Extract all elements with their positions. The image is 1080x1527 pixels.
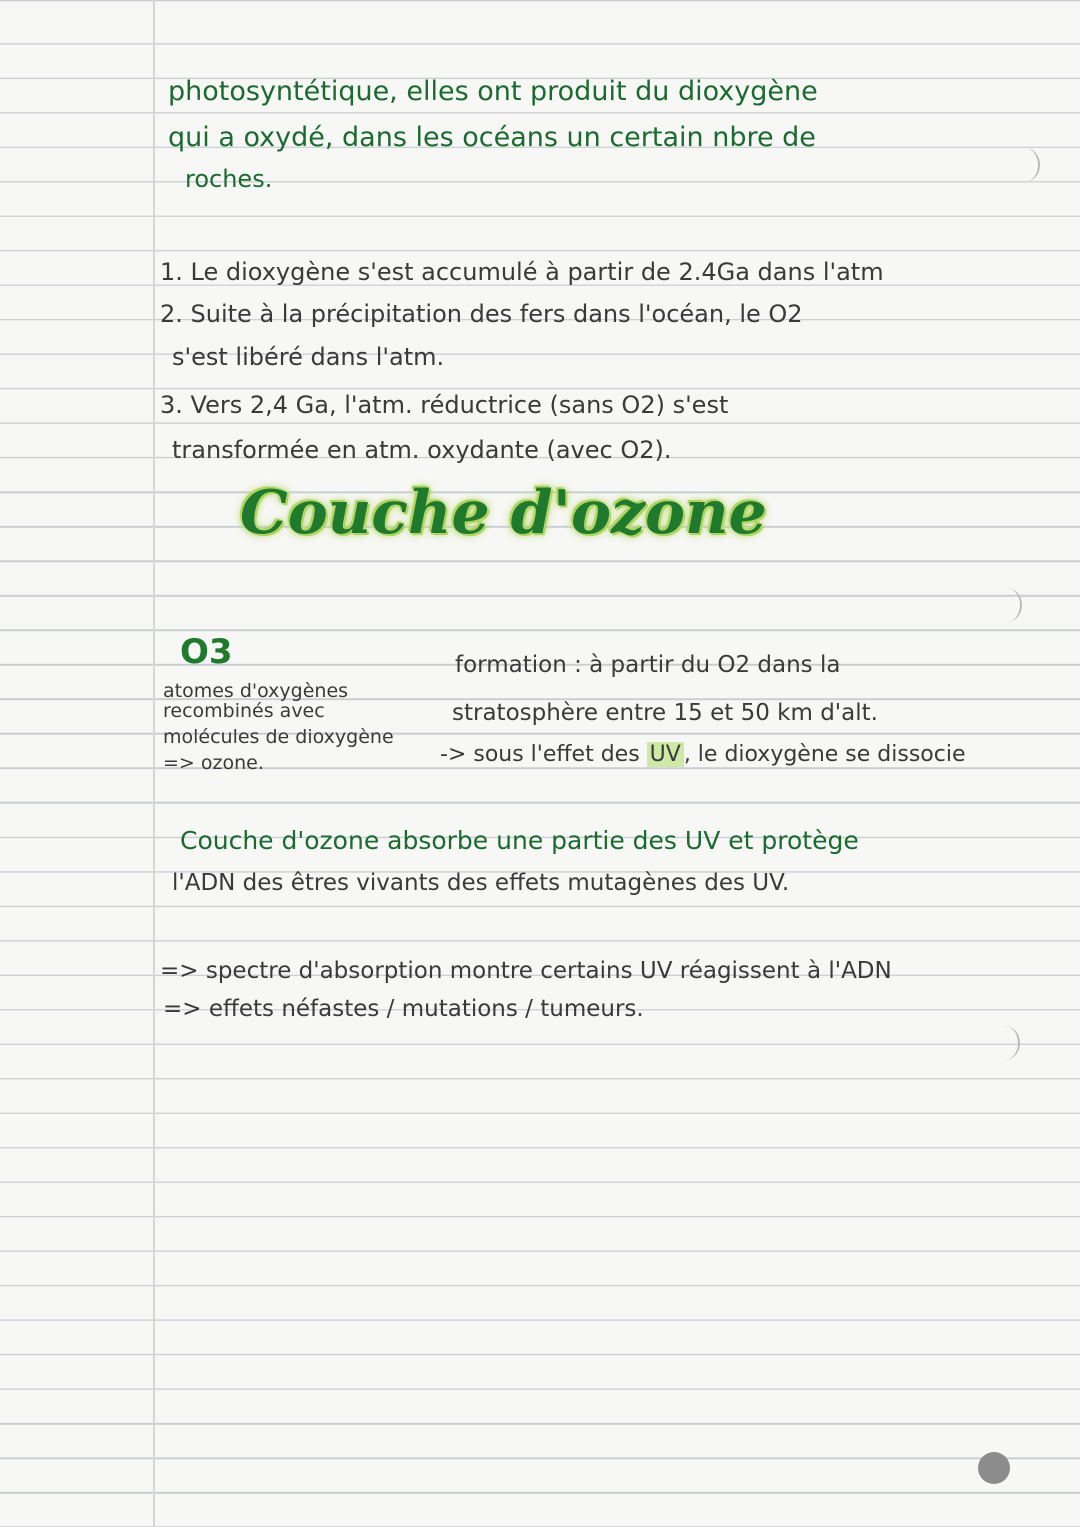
side-note-line: molécules de dioxygène xyxy=(163,726,394,748)
section-title: Couche d'ozone xyxy=(240,478,767,548)
side-note-line: recombinés avec xyxy=(163,700,325,722)
list-item: transformée en atm. oxydante (avec O2). xyxy=(172,436,672,464)
side-note-line: => ozone. xyxy=(163,752,264,774)
intro-line: photosyntétique, elles ont produit du dioxygène xyxy=(168,76,818,107)
side-note-line: atomes d'oxygènes xyxy=(163,680,349,702)
intro-line: roches. xyxy=(185,165,273,193)
formation-text: , le dioxygène se dissocie xyxy=(683,742,966,767)
intro-line: qui a oxydé, dans les océans un certain nbre de xyxy=(168,122,816,153)
ozone-formula: O3 xyxy=(180,632,233,672)
spectrum-line: => spectre d'absorption montre certains UV réagissent à l'ADN xyxy=(160,958,892,984)
formation-line: formation : à partir du O2 dans la xyxy=(455,652,841,678)
list-item: 3. Vers 2,4 Ga, l'atm. réductrice (sans O2) s'est xyxy=(160,391,729,419)
margin-line xyxy=(153,0,155,1527)
formation-line-3 xyxy=(440,742,966,767)
uv-highlight: UV xyxy=(647,742,684,767)
ring-hole xyxy=(992,588,1022,622)
protection-line: l'ADN des êtres vivants des effets mutagènes des UV. xyxy=(172,870,790,896)
formation-text: -> sous l'effet des xyxy=(440,742,640,767)
ring-hole xyxy=(990,1026,1020,1060)
list-item: 1. Le dioxygène s'est accumulé à partir de 2.4Ga dans l'atm xyxy=(160,258,884,286)
ring-hole xyxy=(1010,148,1040,182)
list-item: 2. Suite à la précipitation des fers dans l'océan, le O2 xyxy=(160,300,803,328)
protection-line: Couche d'ozone absorbe une partie des UV et protège xyxy=(180,826,859,855)
punch-hole xyxy=(978,1452,1010,1484)
spectrum-line: => effets néfastes / mutations / tumeurs. xyxy=(163,996,644,1022)
list-item: s'est libéré dans l'atm. xyxy=(172,343,445,371)
formation-line: stratosphère entre 15 et 50 km d'alt. xyxy=(452,700,878,726)
